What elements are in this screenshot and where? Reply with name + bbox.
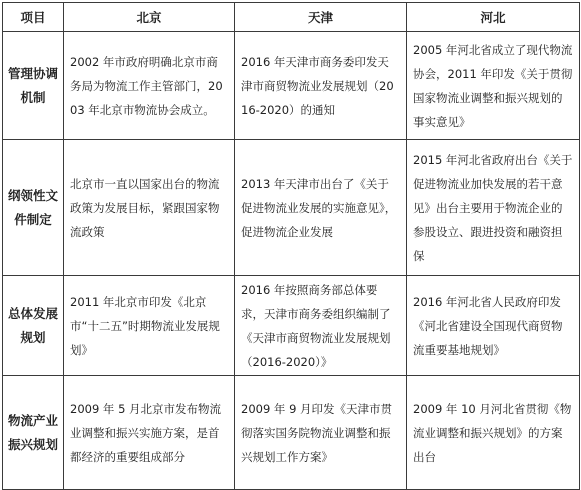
table-row bbox=[3, 376, 580, 490]
row-label: 管理协调机制 bbox=[3, 32, 64, 140]
cell-tianjin: 2009 年 9 月印发《天津市贯彻落实国务院物流业调整和振兴规划工作方案》 bbox=[235, 376, 407, 490]
table-row bbox=[3, 32, 580, 140]
cell-beijing: 2009 年 5 月北京市发布物流业调整和振兴实施方案，是首都经济的重要组成部分 bbox=[64, 376, 235, 490]
cell-hebei: 2016 年河北省人民政府印发《河北省建设全国现代商贸物流重要基地规划》 bbox=[407, 276, 580, 376]
cell-beijing: 2002 年市政府明确北京市商务局为物流工作主管部门，2003 年北京市物流协会成立。 bbox=[64, 32, 235, 140]
cell-beijing: 北京市一直以国家出台的物流政策为发展目标，紧跟国家物流政策 bbox=[64, 140, 235, 276]
header-hebei: 河北 bbox=[407, 3, 580, 32]
header-tianjin: 天津 bbox=[235, 3, 407, 32]
header-item: 项目 bbox=[3, 3, 64, 32]
table-row bbox=[3, 140, 580, 276]
cell-hebei: 2009 年 10 月河北省贯彻《物流业调整和振兴规划》的方案出台 bbox=[407, 376, 580, 490]
row-label: 物流产业振兴规划 bbox=[3, 376, 64, 490]
cell-beijing: 2011 年北京市印发《北京市“十二五”时期物流业发展规划》 bbox=[64, 276, 235, 376]
header-beijing: 北京 bbox=[64, 3, 235, 32]
row-label: 总体发展规划 bbox=[3, 276, 64, 376]
policy-comparison-table bbox=[2, 2, 580, 490]
header-row bbox=[3, 3, 580, 32]
cell-tianjin: 2016 年按照商务部总体要求，天津市商务委组织编制了《天津市商贸物流业发展规划（2016-2020）》 bbox=[235, 276, 407, 376]
cell-tianjin: 2013 年天津市出台了《关于促进物流业发展的实施意见》，促进物流企业发展 bbox=[235, 140, 407, 276]
row-label: 纲领性文件制定 bbox=[3, 140, 64, 276]
table-row bbox=[3, 276, 580, 376]
cell-hebei: 2015 年河北省政府出台《关于促进物流业加快发展的若干意见》出台主要用于物流企业的参股设立、跟进投资和融资担保 bbox=[407, 140, 580, 276]
cell-tianjin: 2016 年天津市商务委印发天津市商贸物流业发展规划（2016-2020）的通知 bbox=[235, 32, 407, 140]
cell-hebei: 2005 年河北省成立了现代物流协会，2011 年印发《关于贯彻国家物流业调整和振兴规划的事实意见》 bbox=[407, 32, 580, 140]
